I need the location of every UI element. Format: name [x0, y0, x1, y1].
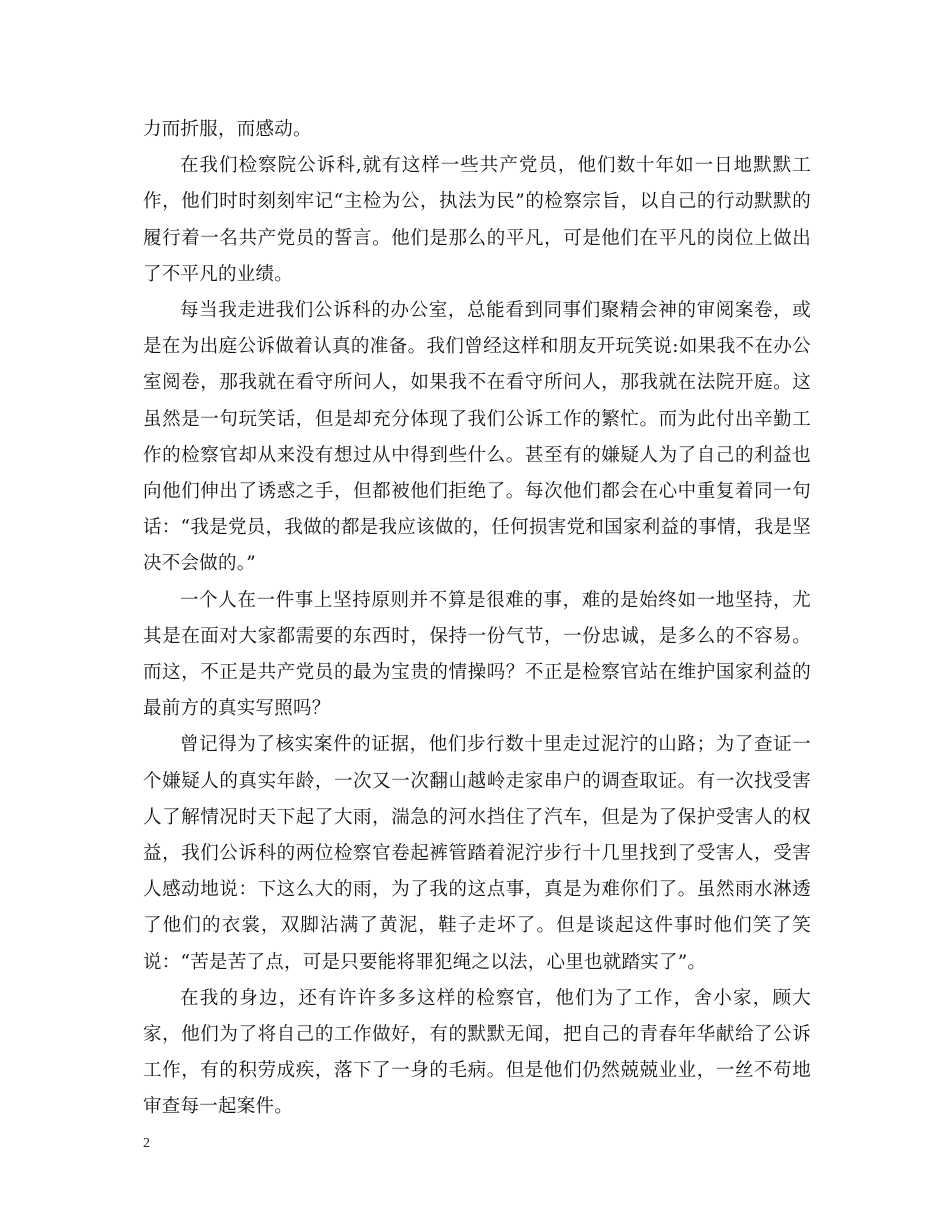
paragraph: 曾记得为了核实案件的证据，他们步行数十里走过泥泞的山路；为了查证一个嫌疑人的真实年龄，一次又一次翻山越岭走家串户的调查取证。有一次找受害人了解情况时天下起了大雨，湍急的河水挡住了汽车，但是为了保护受害人的权益，我们公诉科的两位检察官卷起裤管踏着泥泞步行十几里找到了受害人，受害人感动地说：下这么大的雨，为了我的这点事，真是为难你们了。虽然雨水淋透了他们的衣裳，双脚沾满了黄泥，鞋子走坏了。但是谈起这件事时他们笑了笑说：“苦是苦了点，可是只要能将罪犯绳之以法，心里也就踏实了”。: [143, 734, 811, 973]
page-number: 2: [143, 1136, 150, 1151]
paragraph-continuation: 力而折服，而感动。: [143, 119, 312, 140]
paragraph: 在我的身边，还有许许多多这样的检察官，他们为了工作，舍小家，顾大家，他们为了将自己的工作做好，有的默默无闻，把自己的青春年华献给了公诉工作，有的积劳成疾，落下了一身的毛病。但是他们仍然兢兢业业，一丝不苟地审查每一起案件。: [143, 987, 811, 1118]
paragraph: 一个人在一件事上坚持原则并不算是很难的事，难的是始终如一地坚持，尤其是在面对大家都需要的东西时，保持一份气节，一份忠诚，是多么的不容易。而这，不正是共产党员的最为宝贵的情操吗？不正是检察官站在维护国家利益的最前方的真实写照吗？: [143, 589, 811, 720]
body-text: [143, 112, 811, 1126]
paragraph: 在我们检察院公诉科,就有这样一些共产党员，他们数十年如一日地默默工作，他们时时刻刻牢记“主检为公，执法为民”的检察宗旨，以自己的行动默默的履行着一名共产党员的誓言。他们是那么的平凡，可是他们在平凡的岗位上做出了不平凡的业绩。: [143, 155, 811, 285]
paragraph: 每当我走进我们公诉科的办公室，总能看到同事们聚精会神的审阅案卷，或是在为出庭公诉做着认真的准备。我们曾经这样和朋友开玩笑说:如果我不在办公室阅卷，那我就在看守所问人，如果我不在看守所问人，那我就在法院开庭。这虽然是一句玩笑话，但是却充分体现了我们公诉工作的繁忙。而为此付出辛勤工作的检察官却从来没有想过从中得到些什么。甚至有的嫌疑人为了自己的利益也向他们伸出了诱惑之手，但都被他们拒绝了。每次他们都会在心中重复着同一句话：“我是党员，我做的都是我应该做的，任何损害党和国家利益的事情，我是坚决不会做的。”: [143, 300, 811, 575]
